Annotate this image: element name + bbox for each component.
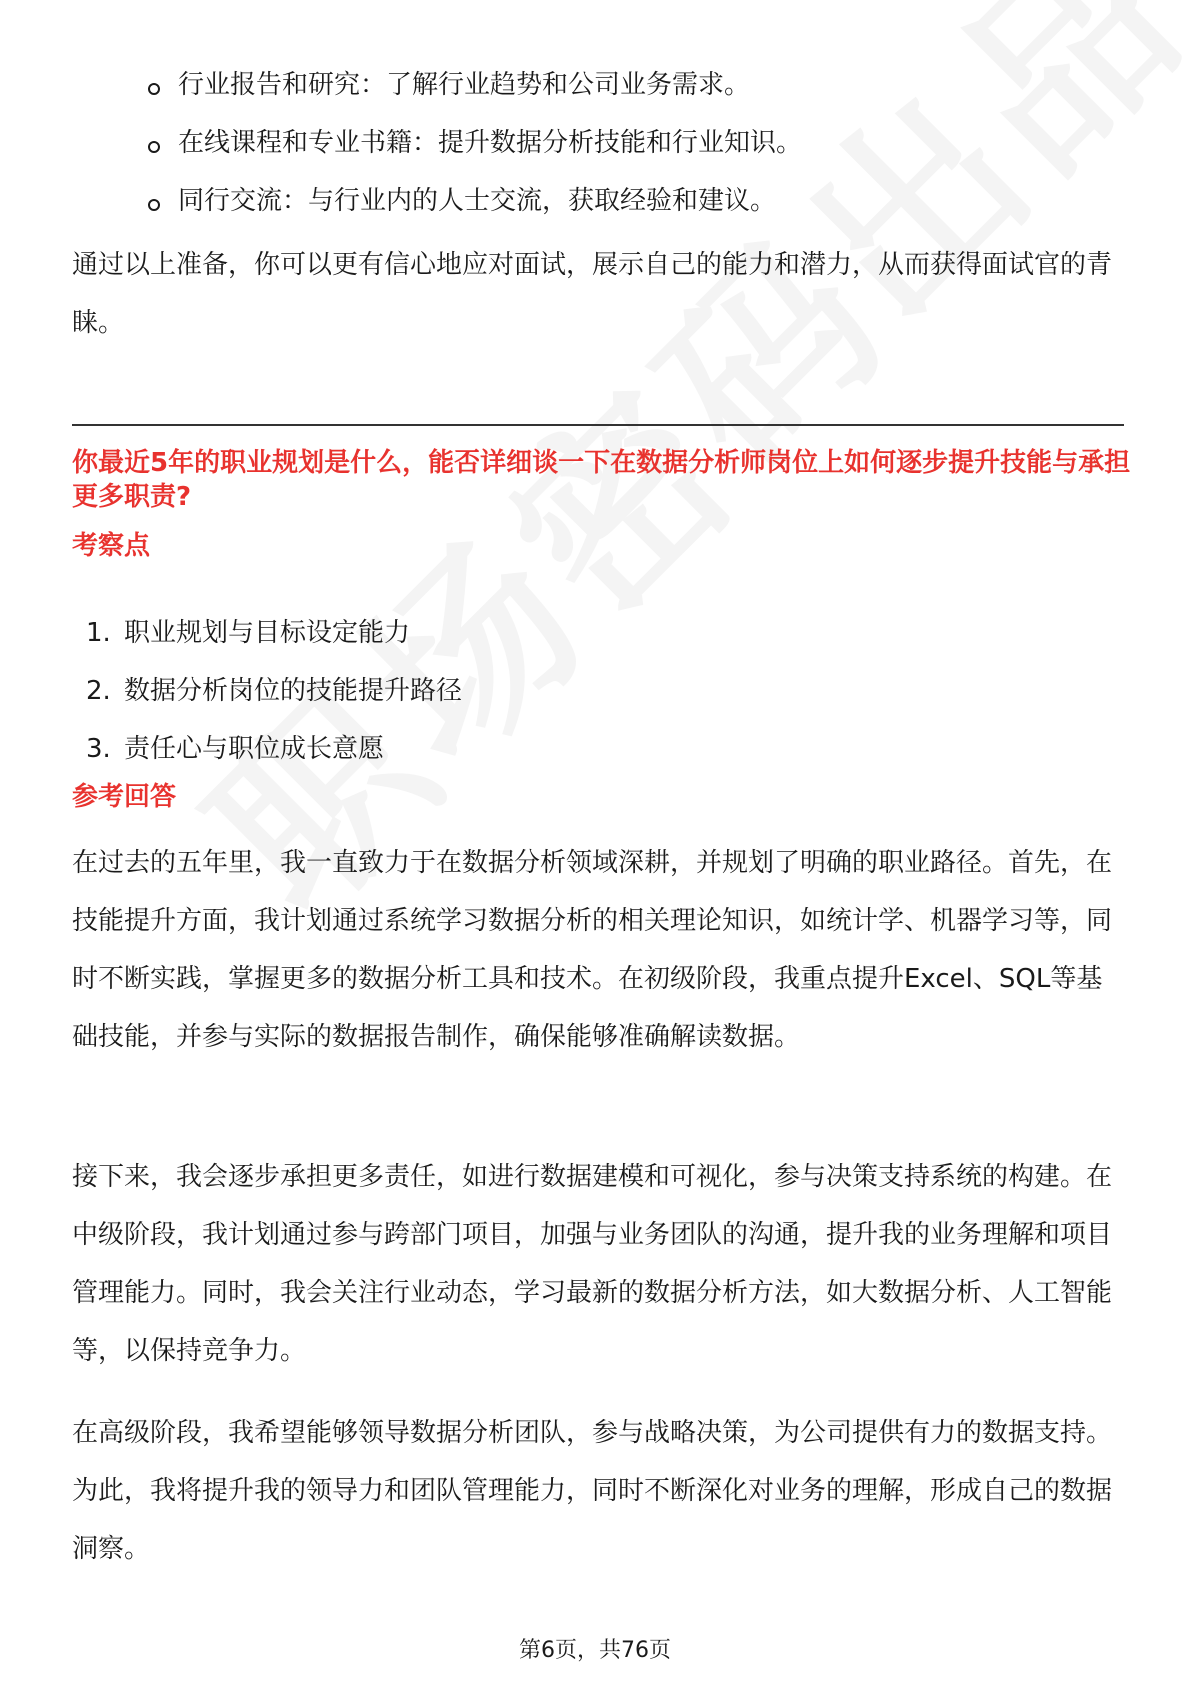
item-text: 职业规划与目标设定能力 bbox=[124, 618, 411, 648]
list-item: 在线课程和专业书籍：提升数据分析技能和行业知识。 bbox=[148, 114, 802, 172]
key-points-list bbox=[86, 604, 462, 778]
resource-bullet-list bbox=[148, 56, 802, 230]
answer-paragraph-3: 在高级阶段，我希望能够领导数据分析团队，参与战略决策，为公司提供有力的数据支持。为此，我将提升我的领导力和团队管理能力，同时不断深化对业务的理解，形成自己的数据洞察。 bbox=[72, 1418, 1113, 1564]
list-item: 同行交流：与行业内的人士交流，获取经验和建议。 bbox=[148, 172, 802, 230]
list-item bbox=[86, 662, 462, 720]
section-divider bbox=[72, 424, 1124, 426]
answer-paragraph-2: 接下来，我会逐步承担更多责任，如进行数据建模和可视化，参与决策支持系统的构建。在中级阶段，我计划通过参与跨部门项目，加强与业务团队的沟通，提升我的业务理解和项目管理能力。同时，我会关注行业动态，学习最新的数据分析方法，如大数据分析、人工智能等，以保持竞争力。 bbox=[72, 1162, 1113, 1366]
question-heading: 你最近5年的职业规划是什么，能否详细谈一下在数据分析师岗位上如何逐步提升技能与承担更多职责? bbox=[72, 448, 1131, 512]
item-text: 责任心与职位成长意愿 bbox=[124, 734, 385, 764]
intro-paragraph: 通过以上准备，你可以更有信心地应对面试，展示自己的能力和潜力，从而获得面试官的青睐。 bbox=[72, 250, 1113, 338]
answer-paragraph-1: 在过去的五年里，我一直致力于在数据分析领域深耕，并规划了明确的职业路径。首先，在技能提升方面，我计划通过系统学习数据分析的相关理论知识，如统计学、机器学习等，同时不断实践，掌握更多的数据分析工具和技术。在初级阶段，我重点提升Excel、SQL等基础技能，并参与实际的数据报告制作，确保能够准确解读数据。 bbox=[72, 848, 1113, 1052]
item-number: 1. bbox=[86, 618, 111, 648]
list-item bbox=[86, 720, 462, 778]
item-number: 3. bbox=[86, 734, 111, 764]
list-item bbox=[86, 604, 462, 662]
item-text: 数据分析岗位的技能提升路径 bbox=[124, 676, 463, 706]
item-number: 2. bbox=[86, 676, 111, 706]
answer-title: 参考回答 bbox=[72, 782, 177, 812]
key-points-title: 考察点 bbox=[72, 531, 151, 561]
page-number-footer: 第6页，共76页 bbox=[519, 1638, 671, 1663]
list-item: 行业报告和研究：了解行业趋势和公司业务需求。 bbox=[148, 56, 802, 114]
